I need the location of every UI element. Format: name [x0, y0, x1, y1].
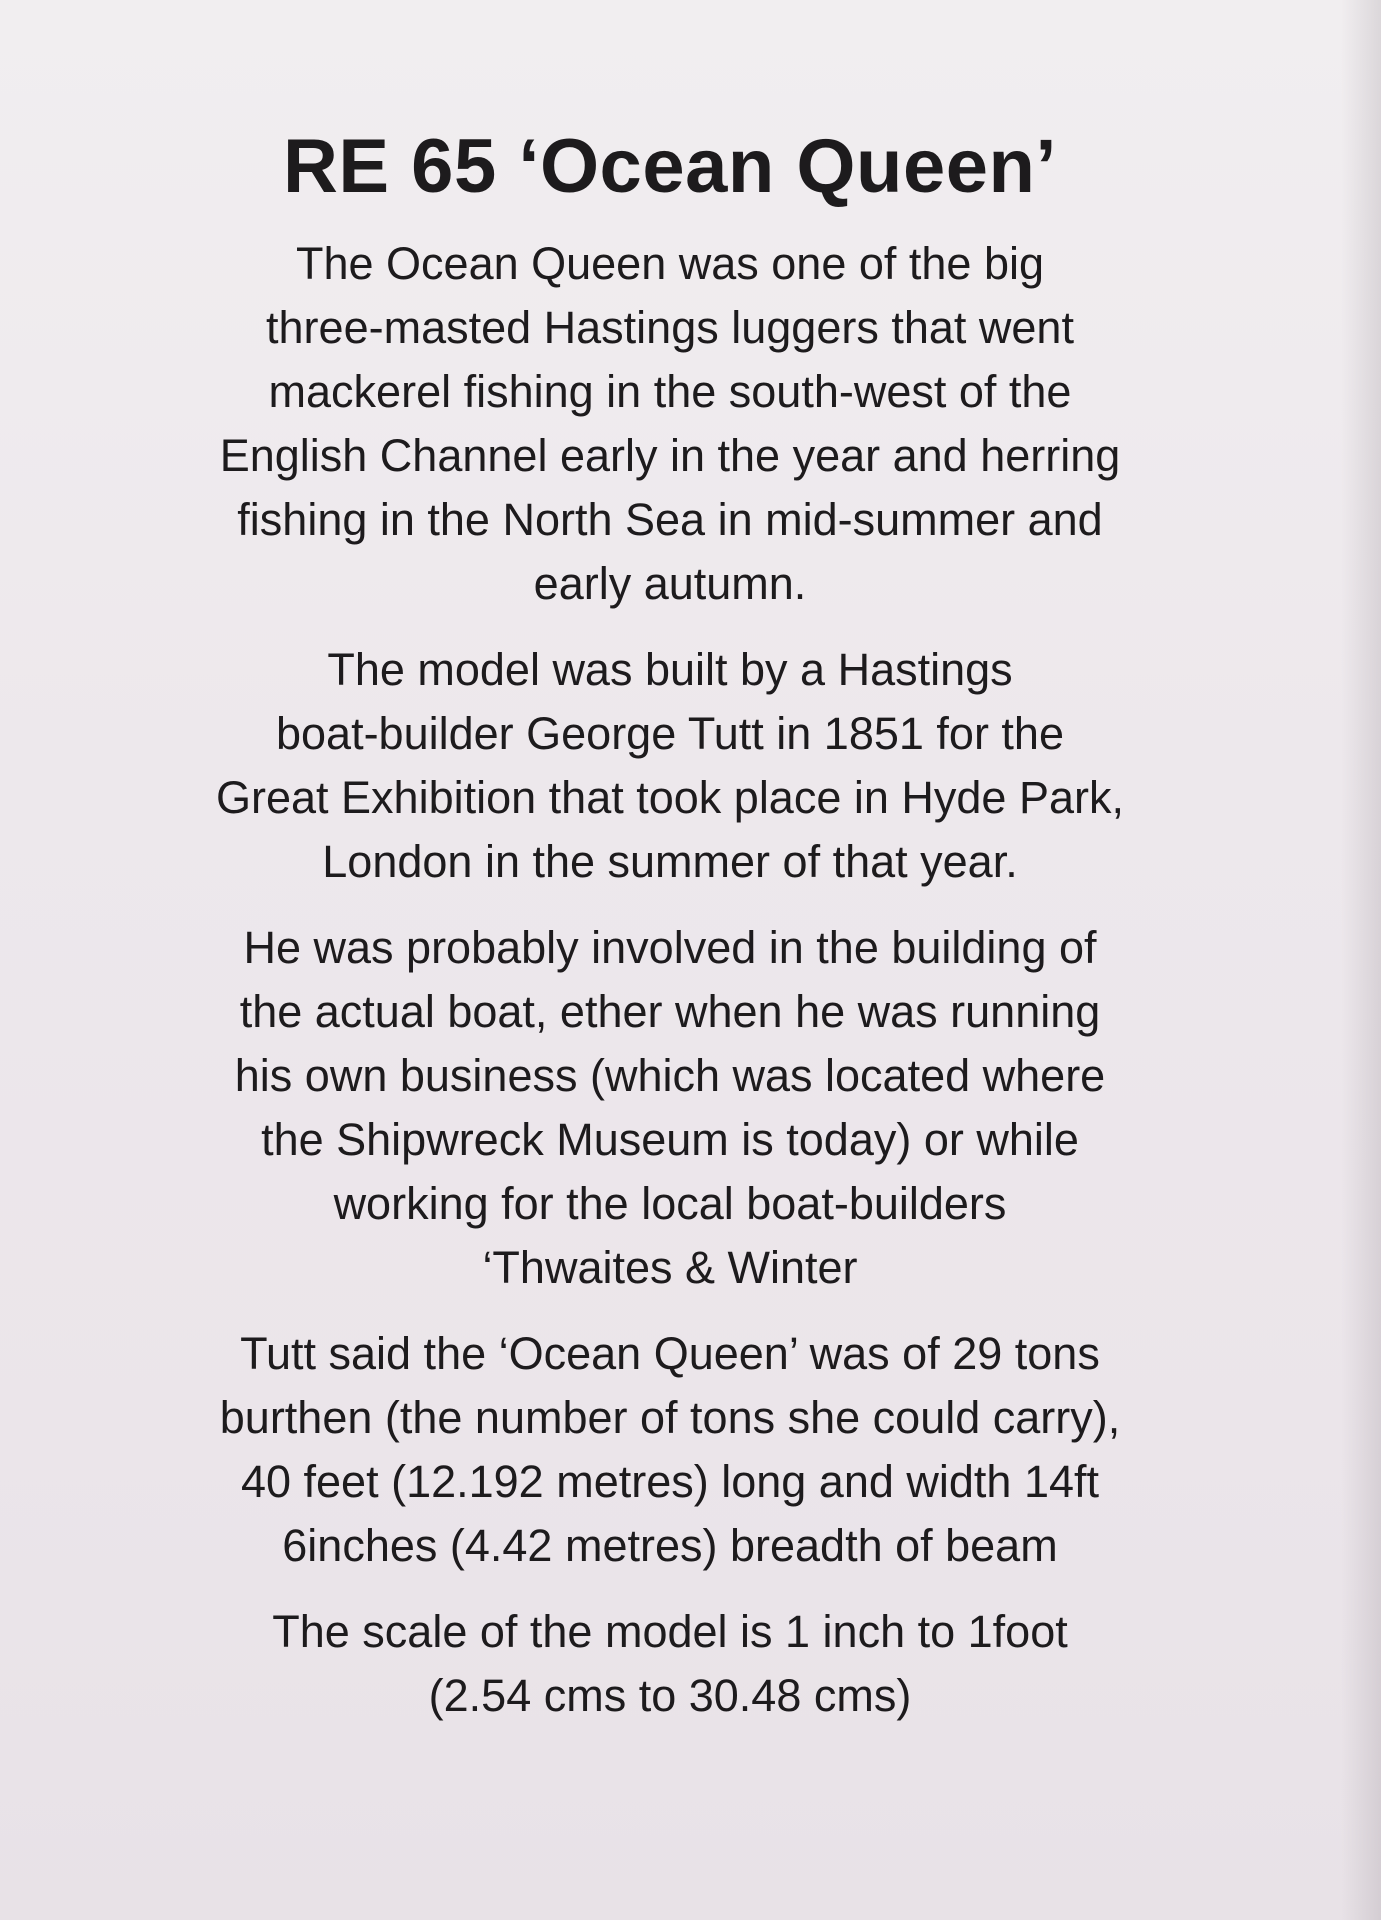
paragraph-builder	[140, 916, 1200, 1300]
text-line: Tutt said the ‘Ocean Queen’ was of 29 tons	[240, 1328, 1100, 1379]
text-line: 40 feet (12.192 metres) long and width 14ft	[240, 1456, 1100, 1507]
notice-content	[140, 122, 1200, 1750]
paragraph-scale	[140, 1600, 1200, 1728]
text-line: mackerel fishing in the south-west of the	[268, 366, 1072, 417]
text-line: Great Exhibition that took place in Hyde Park,	[216, 772, 1124, 823]
text-line: fishing in the North Sea in mid-summer and	[237, 494, 1103, 545]
text-line: English Channel early in the year and herring	[219, 430, 1121, 481]
text-line: his own business (which was located where	[234, 1050, 1106, 1101]
text-line: The scale of the model is 1 inch to 1foot	[272, 1606, 1068, 1657]
text-line: burthen (the number of tons she could carry),	[219, 1392, 1121, 1443]
text-line: He was probably involved in the building of	[243, 922, 1097, 973]
text-line: ‘Thwaites & Winter	[482, 1242, 858, 1293]
text-line: boat-builder George Tutt in 1851 for the	[275, 708, 1064, 759]
text-line: the actual boat, ether when he was running	[239, 986, 1101, 1037]
text-line: the Shipwreck Museum is today) or while	[261, 1114, 1079, 1165]
paragraph-dimensions	[140, 1322, 1200, 1578]
text-line: working for the local boat-builders	[333, 1178, 1007, 1229]
paragraph-description	[140, 232, 1200, 616]
text-line: The Ocean Queen was one of the big	[296, 238, 1044, 289]
sheet-edge-shadow	[1341, 0, 1381, 1920]
text-line: three-masted Hastings luggers that went	[266, 302, 1074, 353]
text-line: London in the summer of that year.	[322, 836, 1018, 887]
text-line: early autumn.	[533, 558, 807, 609]
text-line: The model was built by a Hastings	[327, 644, 1013, 695]
notice-title: RE 65 ‘Ocean Queen’	[282, 124, 1058, 209]
text-line: (2.54 cms to 30.48 cms)	[428, 1670, 912, 1721]
text-line: 6inches (4.42 metres) breadth of beam	[282, 1520, 1058, 1571]
paragraph-model-origin	[140, 638, 1200, 894]
